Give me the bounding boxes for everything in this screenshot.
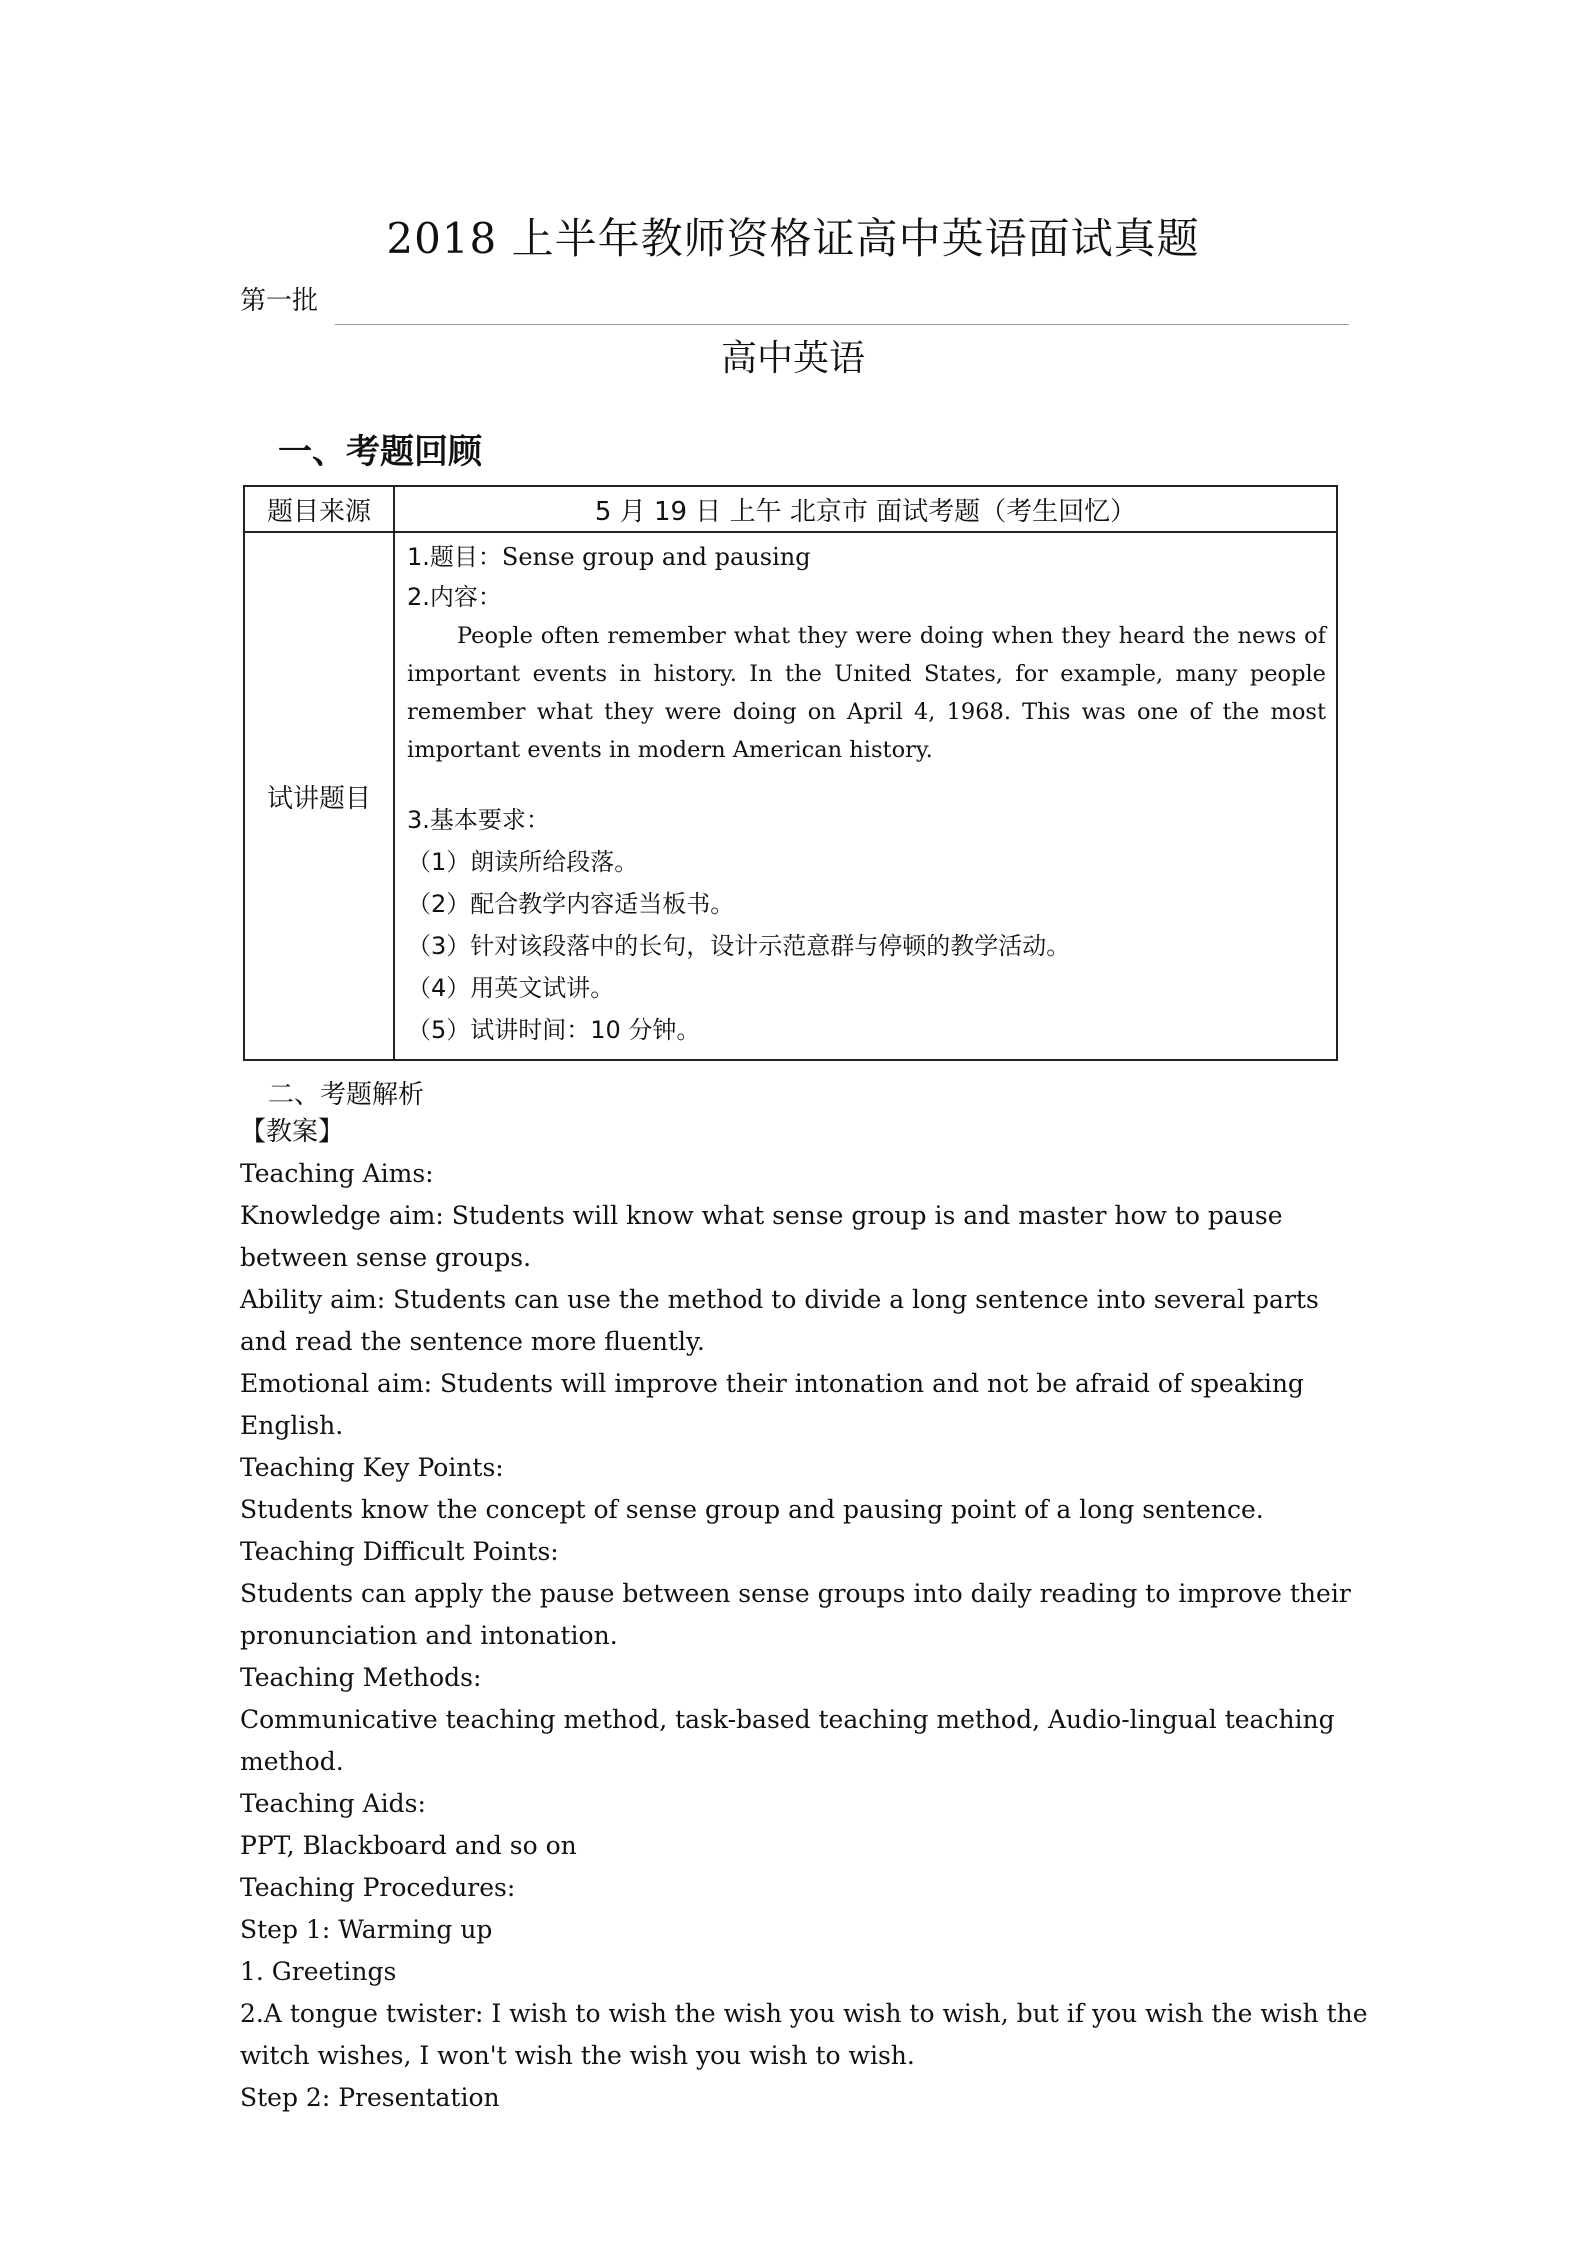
lesson-plan-line: Step 1: Warming up: [240, 1915, 493, 1944]
lesson-plan-line: PPT, Blackboard and so on: [240, 1831, 577, 1860]
lesson-plan-line: 2.A tongue twister: I wish to wish the wish you wish to wish, but if you wish the wish the witch wishes, I won't wish the wish you wish to wish.: [240, 1999, 1368, 2070]
lecture-topic-content-cell: [394, 532, 1337, 1060]
lesson-plan-line: Teaching Difficult Points:: [240, 1537, 559, 1566]
content-label: 2.内容：: [407, 583, 502, 611]
reading-passage: People often remember what they were doing when they heard the news of important events in history. In the United States, for example, many people remember what they were doing on April 4, 1968. This was one of the most important events in modern American history.: [407, 623, 1326, 763]
lesson-plan-line: Step 2: Presentation: [240, 2083, 500, 2112]
requirement-item: （5）试讲时间：10 分钟。: [407, 1016, 701, 1044]
topic-value: Sense group and pausing: [501, 543, 811, 571]
lesson-plan-line: Knowledge aim: Students will know what sense group is and master how to pause between sense groups.: [240, 1201, 1283, 1272]
lesson-plan-line: Teaching Methods:: [240, 1663, 482, 1692]
lesson-plan-line: Communicative teaching method, task-based teaching method, Audio-lingual teaching method.: [240, 1705, 1335, 1776]
subject-heading: 高中英语: [720, 338, 865, 379]
requirement-item: （4）用英文试讲。: [407, 974, 615, 1002]
requirement-item: （1）朗读所给段落。: [407, 848, 639, 876]
table-body-row: [244, 532, 1337, 1060]
exam-question-table: [243, 485, 1338, 1061]
lecture-topic-label-cell: 试讲题目: [244, 532, 394, 1060]
source-value-cell: 5 月 19 日 上午 北京市 面试考题（考生回忆）: [394, 486, 1337, 532]
source-label-cell: 题目来源: [244, 486, 394, 532]
lesson-plan-line: Teaching Key Points:: [240, 1453, 504, 1482]
lesson-plan-body: [240, 1111, 1370, 2119]
lesson-plan-line: Students can apply the pause between sense groups into daily reading to improve their pronunciation and intonation.: [240, 1579, 1351, 1650]
section-heading-review: 一、考题回顾: [278, 432, 482, 472]
requirement-item: （3）针对该段落中的长句，设计示范意群与停顿的教学活动。: [407, 932, 1071, 960]
topic-line: [407, 537, 1326, 577]
table-header-row: [244, 486, 1337, 532]
header-divider: [335, 324, 1349, 325]
section-heading-analysis: 二、考题解析: [268, 1080, 425, 1110]
requirement-item: （2）配合教学内容适当板书。: [407, 890, 735, 918]
lesson-plan-label: 【教案】: [240, 1117, 345, 1147]
lesson-plan-line: Emotional aim: Students will improve their intonation and not be afraid of speaking English.: [240, 1369, 1304, 1440]
requirements-label: 3.基本要求：: [407, 806, 550, 834]
document-title: 2018 上半年教师资格证高中英语面试真题: [386, 214, 1200, 263]
lesson-plan-line: 1. Greetings: [240, 1957, 397, 1986]
topic-label: 1.题目：: [407, 543, 502, 571]
lesson-plan-line: Teaching Aids:: [240, 1789, 426, 1818]
lesson-plan-line: Teaching Procedures:: [240, 1873, 516, 1902]
batch-label: 第一批: [240, 286, 319, 316]
lesson-plan-line: Students know the concept of sense group and pausing point of a long sentence.: [240, 1495, 1264, 1524]
lesson-plan-line: Teaching Aims:: [240, 1159, 434, 1188]
lesson-plan-line: Ability aim: Students can use the method to divide a long sentence into several parts and read the sentence more fluently.: [240, 1285, 1319, 1356]
